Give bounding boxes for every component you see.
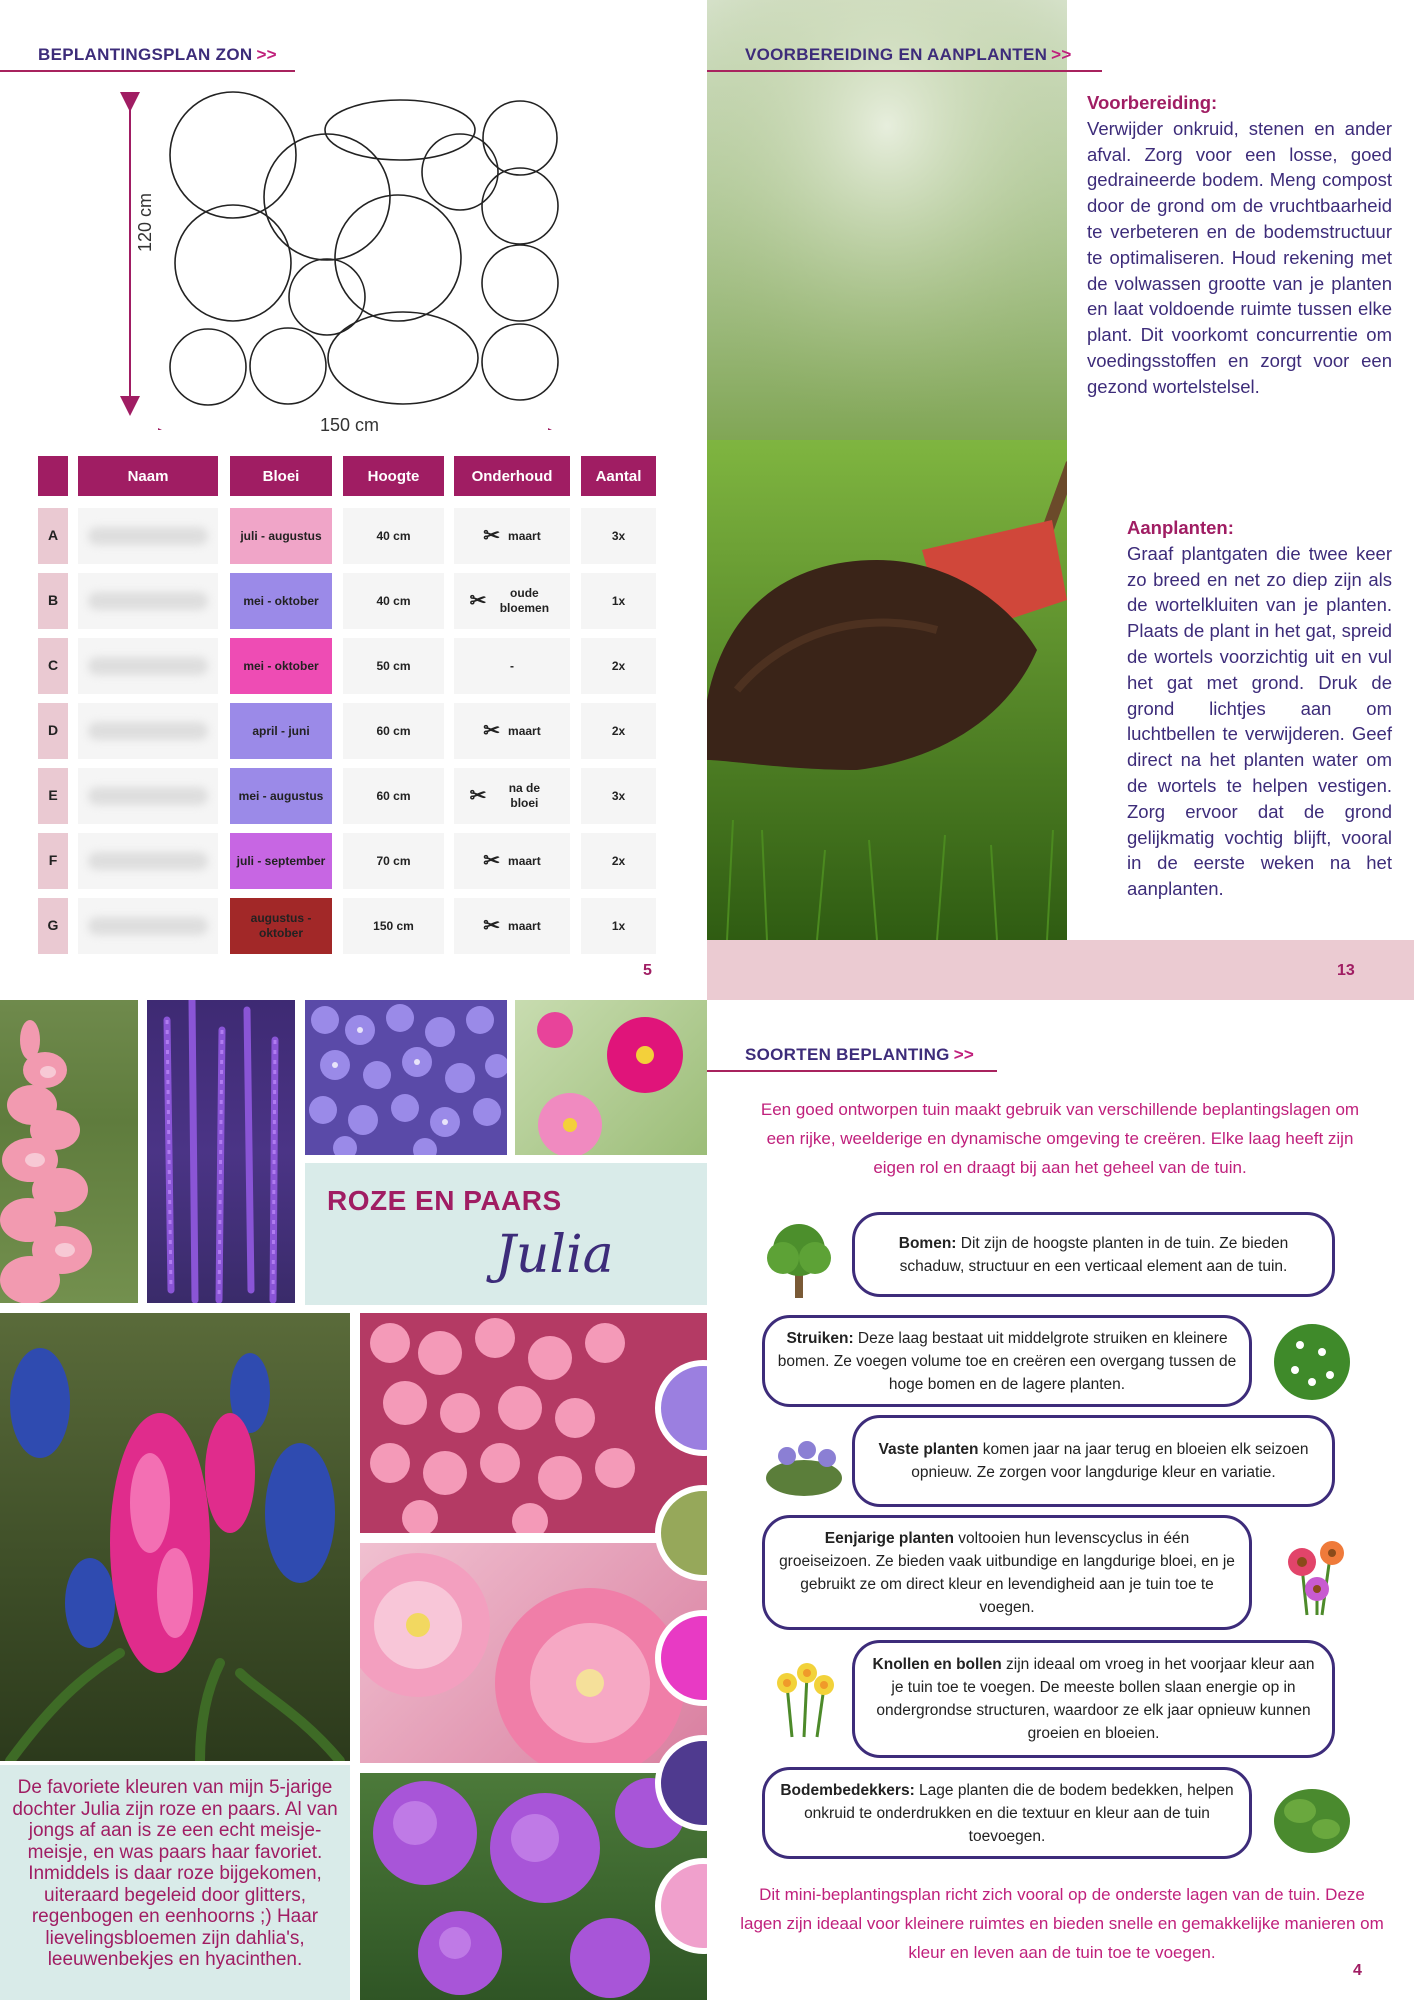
row-bloei: mei - oktober	[230, 638, 332, 694]
annual-flower-icon	[1272, 1527, 1356, 1622]
page-number: 5	[643, 962, 652, 979]
preparation-block	[1087, 90, 1392, 400]
row-letter: G	[38, 898, 68, 954]
blurred-plant-name	[88, 787, 208, 805]
blurred-plant-name	[88, 852, 208, 870]
row-aantal: 3x	[581, 508, 656, 564]
row-onderhoud	[454, 898, 570, 954]
planting-plan-page	[0, 0, 707, 1000]
preparation-text: Verwijder onkruid, stenen en ander afval. Zorg voor een losse, goed gedraineerde bodem. Meng compost door de grond om de vruchtbaarheid te verbeteren en de bodemstructuur te optimaliseren. Houd rekening met de volwassen grootte van je planten en laat voldoende ruimte tussen elke plant. Dit voorkomt concurrentie om voedingsstoffen en zorgt voor een gezond wortelstelsel.	[1087, 117, 1392, 397]
row-aantal: 2x	[581, 638, 656, 694]
campanula-photo	[305, 1000, 507, 1155]
height-dimension-label: 120 cm	[135, 192, 155, 252]
footer-band	[707, 940, 1414, 1000]
layer-bomen: Bomen: Dit zijn de hoogste planten in de tuin. Ze bieden schaduw, structuur en een verticaal element aan de tuin.	[852, 1212, 1335, 1297]
layer-knollen-en-bollen: Knollen en bollen zijn ideaal om vroeg in het voorjaar kleur aan je tuin toe te voegen. De meeste bollen slaan energie op in ondergrondse structuren, waardoor ze elk jaar opnieuw kunnen groeien en bloeien.	[852, 1640, 1335, 1758]
section-title: VOORBEREIDING EN AANPLANTEN >>	[745, 45, 1072, 64]
row-aantal: 1x	[581, 898, 656, 954]
row-letter: D	[38, 703, 68, 759]
story-text: De favoriete kleuren van mijn 5-jarige dochter Julia zijn roze en paars. Al van jongs af aan is ze een echt meisje-meisje, en was paars haar favoriet. Inmiddels is daar roze bijgekomen, uiteraard begeleid door glitters, regenbogen en eenhoorns ;) Haar lievelingsbloemen zijn dahlia's, leeuwenbekjes en hyacinthen.	[0, 1765, 350, 2000]
section-title: SOORTEN BEPLANTING >>	[745, 1045, 975, 1064]
row-bloei: augustus - oktober	[230, 898, 332, 954]
cosmos-photo	[515, 1000, 707, 1155]
row-letter: E	[38, 768, 68, 824]
row-aantal: 2x	[581, 833, 656, 889]
page-number: 4	[1353, 1962, 1362, 1979]
plan-diagram	[120, 90, 560, 430]
row-hoogte: 60 cm	[343, 768, 444, 824]
row-onderhoud	[454, 508, 570, 564]
row-bloei: juli - september	[230, 833, 332, 889]
hyacinth-photo	[0, 1313, 350, 1761]
scissors-icon: ✂	[483, 719, 501, 742]
allium-photo	[360, 1773, 707, 2000]
layer-vaste-planten: Vaste planten komen jaar na jaar terug en bloeien elk seizoen opnieuw. Ze zorgen voor langdurige kleur en variatie.	[852, 1415, 1335, 1507]
planting-heading: Aanplanten:	[1127, 517, 1234, 538]
row-aantal: 3x	[581, 768, 656, 824]
row-bloei: april - juni	[230, 703, 332, 759]
blurred-plant-name	[88, 657, 208, 675]
shrub-icon	[1270, 1320, 1354, 1409]
moodboard-name: Julia	[495, 1225, 614, 1285]
moodboard-title-card	[305, 1163, 707, 1305]
row-name	[78, 508, 218, 564]
row-hoogte: 60 cm	[343, 703, 444, 759]
header-onderhoud: Onderhoud	[454, 456, 570, 496]
row-letter: C	[38, 638, 68, 694]
row-name	[78, 898, 218, 954]
moodboard-title: ROZE EN PAARS	[327, 1185, 562, 1216]
layer-struiken: Struiken: Deze laag bestaat uit middelgrote struiken en kleinere bomen. Ze voegen volume toe en creëren een overgang tussen de hoge bomen en de lagere planten.	[762, 1315, 1252, 1407]
outro-text: Dit mini-beplantingsplan richt zich vooral op de onderste lagen van de tuin. Deze lagen zijn ideaal voor kleinere ruimtes en bieden snelle en gemakkelijke manieren om kleur en leven aan de tuin toe te voegen.	[740, 1885, 1384, 1962]
row-bloei: mei - augustus	[230, 768, 332, 824]
row-aantal: 1x	[581, 573, 656, 629]
row-hoogte: 70 cm	[343, 833, 444, 889]
onderhoud-text: maart	[508, 528, 541, 543]
title-underline	[707, 70, 1102, 72]
title-underline	[0, 70, 295, 72]
onderhoud-text: -	[510, 658, 514, 673]
row-hoogte: 40 cm	[343, 508, 444, 564]
row-onderhoud	[454, 833, 570, 889]
header-bloei: Bloei	[230, 456, 332, 496]
row-bloei: juli - augustus	[230, 508, 332, 564]
scissors-icon: ✂	[483, 849, 501, 872]
header-naam: Naam	[78, 456, 218, 496]
row-letter: A	[38, 508, 68, 564]
snapdragon-photo	[0, 1000, 138, 1303]
row-name	[78, 768, 218, 824]
row-name	[78, 638, 218, 694]
row-aantal: 2x	[581, 703, 656, 759]
onderhoud-text: maart	[508, 723, 541, 738]
salvia-photo	[147, 1000, 295, 1303]
row-hoogte: 50 cm	[343, 638, 444, 694]
onderhoud-text: maart	[508, 918, 541, 933]
row-letter: F	[38, 833, 68, 889]
row-onderhoud	[454, 638, 570, 694]
header-aantal: Aantal	[581, 456, 656, 496]
row-onderhoud	[454, 703, 570, 759]
row-bloei: mei - oktober	[230, 573, 332, 629]
scissors-icon: ✂	[469, 589, 487, 612]
daffodil-icon	[762, 1655, 846, 1744]
onderhoud-text: oude bloemen	[499, 586, 550, 615]
layer-bodembedekkers: Bodembedekkers: Lage planten die de bodem bedekken, helpen onkruid te onderdrukken en die textuur en kleur aan de tuin toevoegen.	[762, 1767, 1252, 1859]
phlox-photo	[360, 1313, 707, 1533]
perennial-icon	[762, 1428, 846, 1503]
onderhoud-text: na de bloei	[508, 781, 541, 810]
row-name	[78, 833, 218, 889]
layer-eenjarige-planten: Eenjarige planten voltooien hun levenscyclus in één groeiseizoen. Ze bieden vaak uitbundige en langdurige bloei, en je gebruikt ze om direct kleur en levendigheid aan je tuin toe te voegen.	[762, 1515, 1252, 1630]
blurred-plant-name	[88, 527, 208, 545]
tree-icon	[757, 1218, 841, 1307]
row-onderhoud	[454, 768, 570, 824]
header-blank	[38, 456, 68, 496]
shovel-soil-photo	[707, 0, 1067, 940]
section-title: BEPLANTINGSPLAN ZON >>	[38, 45, 277, 64]
row-onderhoud	[454, 573, 570, 629]
header-hoogte: Hoogte	[343, 456, 444, 496]
groundcover-icon	[1270, 1773, 1354, 1862]
scissors-icon: ✂	[469, 784, 487, 807]
blurred-plant-name	[88, 917, 208, 935]
moodboard-page	[0, 1000, 707, 2000]
row-name	[78, 573, 218, 629]
intro-text: Een goed ontworpen tuin maakt gebruik van verschillende beplantingslagen om een rijke, weelderige en dynamische omgeving te creëren. Elke laag heeft zijn eigen rol en draagt bij aan het geheel van de tuin.	[760, 1100, 1360, 1177]
blurred-plant-name	[88, 722, 208, 740]
row-hoogte: 150 cm	[343, 898, 444, 954]
preparation-page	[707, 0, 1414, 1000]
scissors-icon: ✂	[483, 914, 501, 937]
row-name	[78, 703, 218, 759]
blurred-plant-name	[88, 592, 208, 610]
scissors-icon: ✂	[483, 524, 501, 547]
page-number: 13	[1337, 962, 1355, 979]
row-letter: B	[38, 573, 68, 629]
title-underline	[707, 1070, 997, 1072]
planting-text: Graaf plantgaten die twee keer zo breed en net zo diep zijn als de wortelkluiten van je planten. Plaats de plant in het gat, spreid de wortels voorzichtig uit en vul het gat met grond. Druk de grond lichtjes aan om luchtbellen te verwijderen. Geef direct na het planten water om de wortels te helpen vestigen. Zorg ervoor dat de grond gelijkmatig vochtig blijft, vooral in de eerste weken na het aanplanten.	[1127, 542, 1392, 900]
width-dimension-label: 150 cm	[320, 415, 380, 435]
onderhoud-text: maart	[508, 853, 541, 868]
planting-types-page	[707, 1000, 1414, 2000]
planting-block	[1127, 515, 1392, 902]
row-hoogte: 40 cm	[343, 573, 444, 629]
preparation-heading: Voorbereiding:	[1087, 92, 1218, 113]
